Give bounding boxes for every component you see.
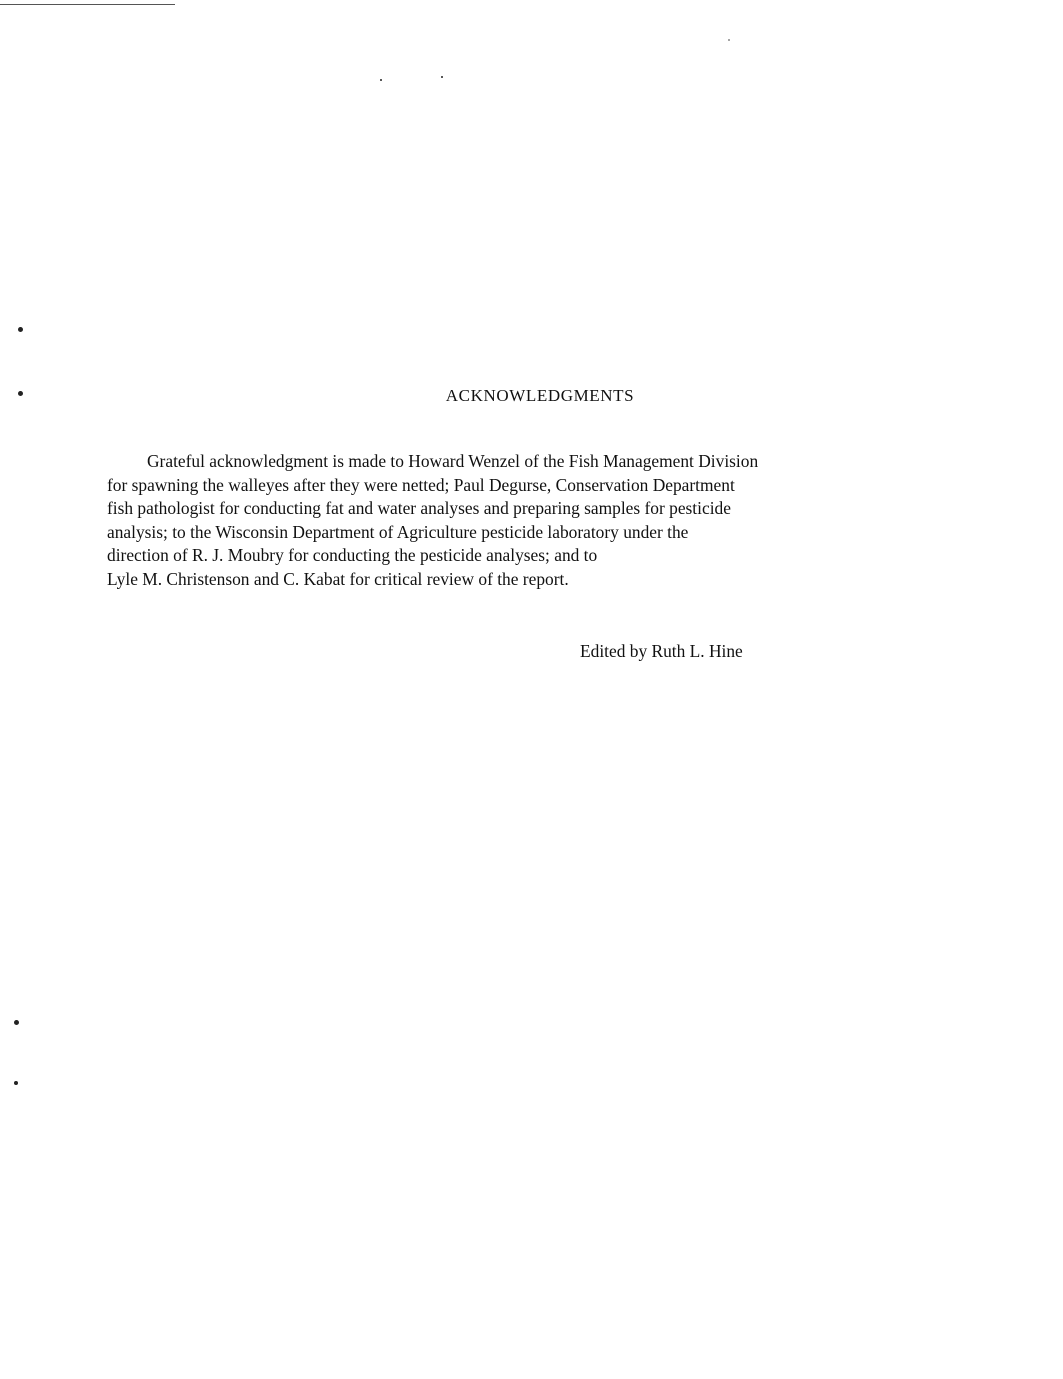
scan-speck: [441, 76, 443, 78]
scan-speck: [728, 39, 730, 41]
paragraph-line: Lyle M. Christenson and C. Kabat for critical review of the report.: [107, 568, 569, 589]
paragraph-line: Grateful acknowledgment is made to Howard Wenzel of the Fish Management Division: [147, 451, 759, 471]
scan-edge-rule: [0, 4, 175, 5]
paragraph-line: direction of R. J. Moubry for conducting the pesticide analyses; and to: [107, 545, 598, 565]
paragraph-line: for spawning the walleyes after they were netted; Paul Degurse, Conservation Department: [107, 474, 735, 495]
scan-speck: [380, 79, 382, 81]
page-title: ACKNOWLEDGMENTS: [445, 386, 635, 405]
paragraph-line: fish pathologist for conducting fat and water analyses and preparing samples for pesticide: [107, 498, 731, 518]
acknowledgment-paragraph: [107, 450, 967, 591]
scan-speck: [18, 327, 23, 332]
scan-speck: [14, 1020, 19, 1025]
paragraph-line: analysis; to the Wisconsin Department of Agriculture pesticide laboratory under the: [107, 521, 689, 542]
editor-credit: Edited by Ruth L. Hine: [580, 641, 743, 661]
scan-speck: [14, 1081, 18, 1085]
